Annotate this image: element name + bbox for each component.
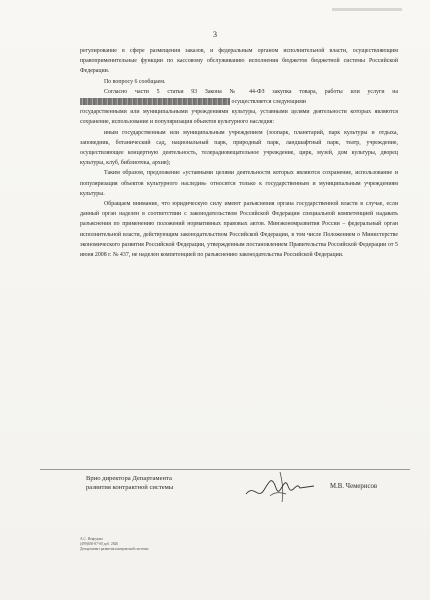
paragraph-7: Обращаем внимание, что юридическую силу имеют разъяснения органа государственной власти в случае, если данный орган наделен в соответствии с законодательством Российской Федерации специальной компетенцией надавать разъяснения по применению положений нормативных правовых актов. Минэкономразвития России – федеральный орган исполнительной власти, действующим законодательством Российской Федерации, в том числе Положением о Министерстве экономического развития Российской Федерации, утвержденным постановлением Правительства Российской Федерации от 5 июня 2008 г. № 437, не наделен компетенцией по разъяснению законодательства Российской Федерации. — [80, 201, 398, 259]
letter-body — [80, 46, 398, 260]
paragraph-6: Таким образом, предложение «уставными целями деятельности которых являются сохранение, использование и популяризация объектов культурного наследия» относится только к государственным и муниципальным учреждениям культуры. — [80, 170, 398, 197]
paragraph-2: По вопросу 6 сообщаем. — [104, 78, 166, 85]
signatory-title — [86, 474, 173, 492]
paragraph-4: государственными или муниципальными учреждениями культуры, уставными целями деятельности которых являются сохранение, использование и популяризация объектов культурного наследия: — [80, 109, 398, 126]
executor-phone: (499)650-87-00 доб. 2820 — [80, 542, 119, 546]
executor-department: Департамент развития контрактной системы — [80, 547, 149, 551]
paragraph-3-tail: осуществляется следующими — [231, 99, 306, 106]
scan-artifact — [332, 8, 402, 11]
signatory-title-line-2: развития контрактной системы — [86, 484, 174, 491]
handwritten-signature — [240, 466, 320, 508]
paragraph-1: регулирование в сфере размещения заказов, и федеральным органом исполнительной власти, осуществляющим правоприменительные функции по кассовому обслуживанию исполнения бюджетов бюджетной системы Российской Федерации. — [80, 48, 398, 75]
paragraph-3 — [80, 87, 398, 107]
page-number: 3 — [213, 30, 217, 39]
signatory-title-line-1: Врио директора Департамента — [86, 475, 172, 482]
paragraph-5: иным государственным или муниципальным учреждением (зоопарк, планетарий, парк культуры и отдыха, заповедник, ботанический сад, национальный парк, природный парк, ландшафтный парк, театр, учреждение, осуществляющее концертную деятельность, телерадиовещательное учреждение, цирк, музей, дом культуры, дворец культуры, клуб, библиотека, архив); — [80, 129, 398, 167]
separator-line — [40, 469, 410, 470]
redacted-region — [80, 98, 230, 105]
paragraph-3-text: Согласно части 5 статьи 93 Закона № 44-ФЗ закупка товара, работы или услуги на — [104, 88, 398, 95]
executor-name: А.С. Нефедова — [80, 537, 103, 541]
signatory-name: М.В. Чемерисов — [330, 483, 378, 490]
executor-footer — [80, 537, 148, 552]
